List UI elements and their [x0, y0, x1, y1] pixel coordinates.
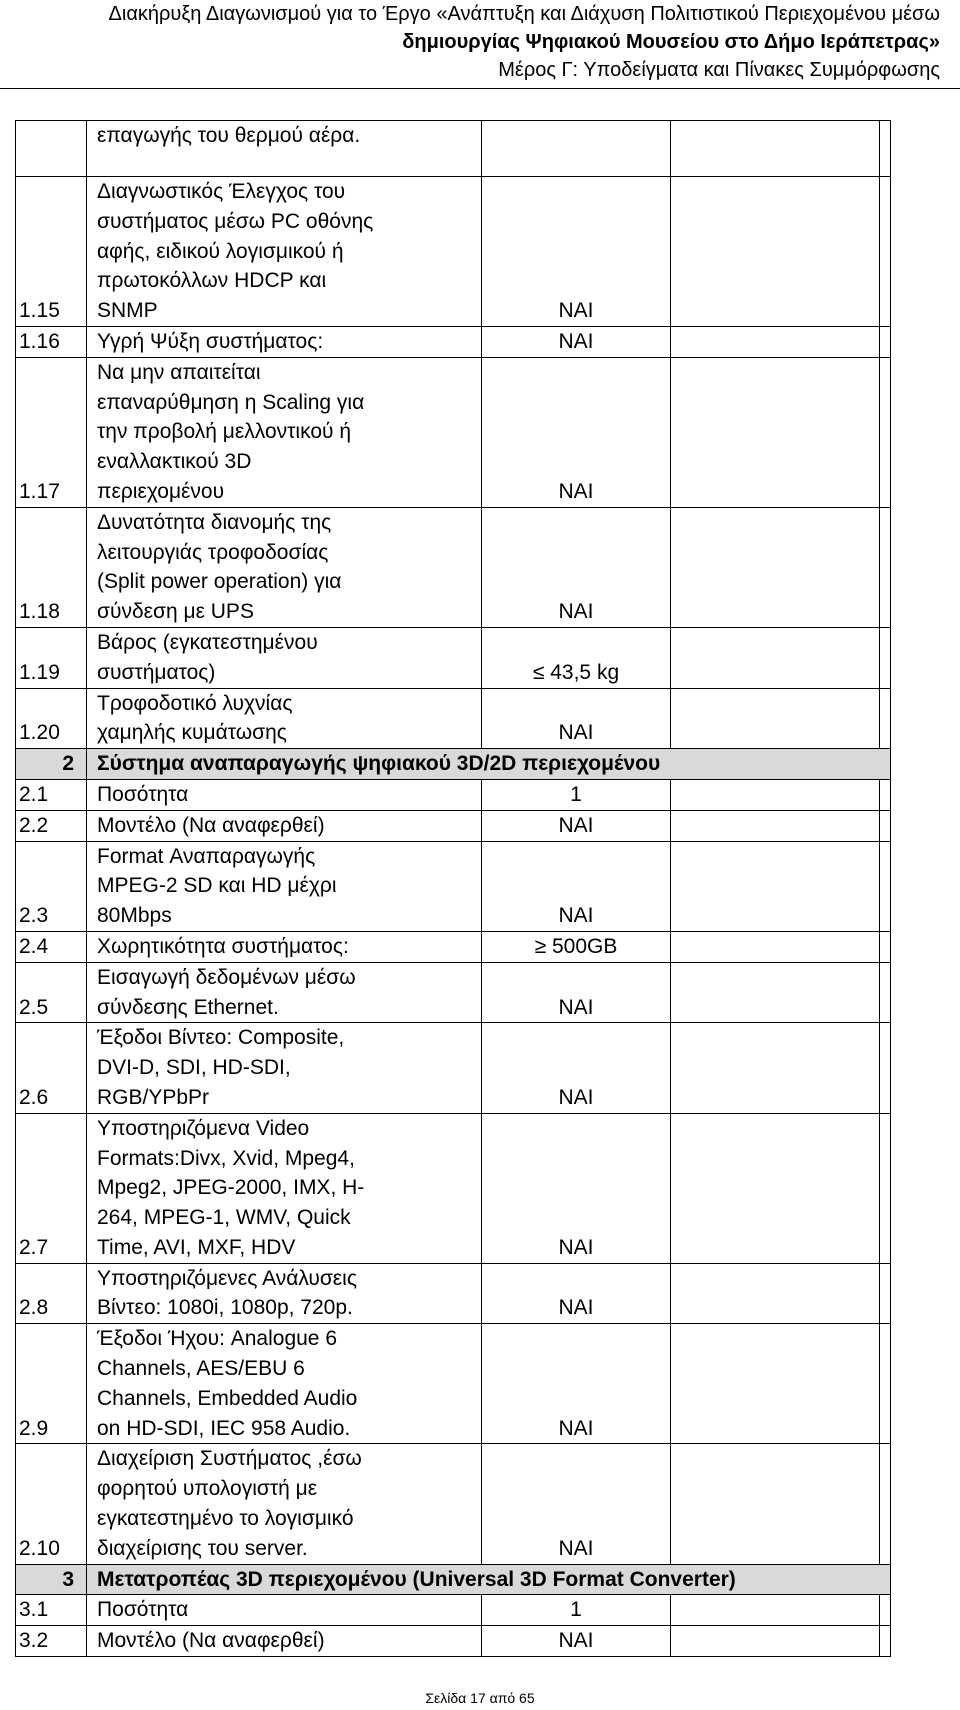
table-row [16, 1626, 891, 1657]
item-description: Διαγνωστικός Έλεγχος του συστήματος μέσω PC οθόνης αφής, ειδικού λογισμικού ή πρωτοκόλλων HDCP και SNMP [87, 177, 482, 327]
item-number: 2.7 [16, 1113, 87, 1263]
item-description: Τροφοδοτικό λυχνίας χαμηλής κυμάτωσης [87, 688, 482, 749]
item-value: 1 [482, 1595, 671, 1626]
table-row [16, 507, 891, 627]
table-row [16, 1324, 891, 1444]
item-number: 1.17 [16, 357, 87, 507]
response-cell [671, 1444, 880, 1564]
item-value: ΝΑΙ [482, 688, 671, 749]
reference-cell [880, 841, 891, 931]
item-number: 2.5 [16, 962, 87, 1023]
table-row [16, 326, 891, 357]
reference-cell [880, 688, 891, 749]
item-number: 1.18 [16, 507, 87, 627]
reference-cell [880, 1595, 891, 1626]
reference-cell [880, 962, 891, 1023]
item-number: 2.6 [16, 1023, 87, 1113]
item-value: ΝΑΙ [482, 810, 671, 841]
response-cell [671, 962, 880, 1023]
item-number: 2.9 [16, 1324, 87, 1444]
item-description: Format Αναπαραγωγής MPEG-2 SD και HD μέχρι 80Mbps [87, 841, 482, 931]
item-value [482, 121, 671, 177]
response-cell [671, 1626, 880, 1657]
item-number [16, 121, 87, 177]
reference-cell [880, 326, 891, 357]
reference-cell [880, 507, 891, 627]
item-number: 1.15 [16, 177, 87, 327]
item-number: 2.8 [16, 1263, 87, 1324]
table-row [16, 627, 891, 688]
item-value: ≥ 500GB [482, 931, 671, 962]
section-row [16, 1564, 891, 1595]
item-description: Να μην απαιτείται επαναρύθμηση η Scaling για την προβολή μελλοντικού ή εναλλακτικού 3D περιεχομένου [87, 357, 482, 507]
section-number: 3 [16, 1564, 87, 1595]
item-value: 1 [482, 779, 671, 810]
item-value: ΝΑΙ [482, 1444, 671, 1564]
table-row [16, 779, 891, 810]
item-value: ΝΑΙ [482, 1023, 671, 1113]
reference-cell [880, 357, 891, 507]
item-value: ΝΑΙ [482, 1113, 671, 1263]
reference-cell [880, 121, 891, 177]
item-description: Ποσότητα [87, 779, 482, 810]
response-cell [671, 357, 880, 507]
item-number: 2.3 [16, 841, 87, 931]
item-value: ΝΑΙ [482, 1324, 671, 1444]
reference-cell [880, 931, 891, 962]
table-row [16, 1263, 891, 1324]
response-cell [671, 810, 880, 841]
table-row [16, 121, 891, 177]
reference-cell [880, 779, 891, 810]
item-value: ΝΑΙ [482, 1263, 671, 1324]
item-description: Μοντέλο (Να αναφερθεί) [87, 1626, 482, 1657]
item-number: 1.20 [16, 688, 87, 749]
response-cell [671, 1263, 880, 1324]
item-value: ΝΑΙ [482, 1626, 671, 1657]
response-cell [671, 688, 880, 749]
table-row [16, 1444, 891, 1564]
reference-cell [880, 1263, 891, 1324]
item-number: 2.10 [16, 1444, 87, 1564]
reference-cell [880, 627, 891, 688]
response-cell [671, 507, 880, 627]
item-value: ΝΑΙ [482, 962, 671, 1023]
item-description: Μοντέλο (Να αναφερθεί) [87, 810, 482, 841]
header-line-3: Μέρος Γ: Υποδείγματα και Πίνακες Συμμόρφωσης [498, 59, 940, 81]
item-number: 1.16 [16, 326, 87, 357]
item-value: ΝΑΙ [482, 177, 671, 327]
section-row [16, 749, 891, 780]
table-row [16, 962, 891, 1023]
item-number: 3.1 [16, 1595, 87, 1626]
response-cell [671, 326, 880, 357]
response-cell [671, 1113, 880, 1263]
header-line-2: δημιουργίας Ψηφιακού Μουσείου στο Δήμο Ιεράπετρας» [402, 31, 940, 53]
item-description: Διαχείριση Συστήματος ,έσω φορητού υπολογιστή με εγκατεστημένο το λογισμικό διαχείρισης του server. [87, 1444, 482, 1564]
item-description: Δυνατότητα διανομής της λειτουργιάς τροφοδοσίας (Split power operation) για σύνδεση με UPS [87, 507, 482, 627]
reference-cell [880, 1444, 891, 1564]
response-cell [671, 779, 880, 810]
response-cell [671, 627, 880, 688]
item-value: ΝΑΙ [482, 326, 671, 357]
table-row [16, 810, 891, 841]
section-title: Σύστημα αναπαραγωγής ψηφιακού 3D/2D περιεχομένου [87, 749, 891, 780]
compliance-table [15, 120, 891, 1657]
response-cell [671, 121, 880, 177]
table-row [16, 1595, 891, 1626]
item-number: 3.2 [16, 1626, 87, 1657]
table-row [16, 841, 891, 931]
item-description: Εισαγωγή δεδομένων μέσω σύνδεσης Ethernet. [87, 962, 482, 1023]
reference-cell [880, 1324, 891, 1444]
item-value: ΝΑΙ [482, 841, 671, 931]
table-row [16, 931, 891, 962]
item-description: Υποστηριζόμενα Video Formats:Divx, Xvid, Mpeg4, Mpeg2, JPEG-2000, IMX, H- 264, MPEG-1, WMV, Quick Time, AVI, MXF, HDV [87, 1113, 482, 1263]
section-number: 2 [16, 749, 87, 780]
table-row [16, 1113, 891, 1263]
item-value: ΝΑΙ [482, 357, 671, 507]
item-description: Υγρή Ψύξη συστήματος: [87, 326, 482, 357]
item-number: 2.4 [16, 931, 87, 962]
header-divider [0, 88, 960, 89]
response-cell [671, 1023, 880, 1113]
header-line-1: Διακήρυξη Διαγωνισμού για το Έργο «Ανάπτυξη και Διάχυση Πολιτιστικού Περιεχομένου μέσω [108, 3, 940, 25]
reference-cell [880, 810, 891, 841]
item-description: Χωρητικότητα συστήματος: [87, 931, 482, 962]
response-cell [671, 1324, 880, 1444]
table-row [16, 1023, 891, 1113]
item-value: ≤ 43,5 kg [482, 627, 671, 688]
item-description: Έξοδοι Ήχου: Analogue 6 Channels, AES/EBU 6 Channels, Embedded Audio on HD-SDI, IEC 958 Audio. [87, 1324, 482, 1444]
response-cell [671, 177, 880, 327]
item-description: Έξοδοι Βίντεο: Composite, DVI-D, SDI, HD-SDI, RGB/YPbPr [87, 1023, 482, 1113]
reference-cell [880, 177, 891, 327]
item-number: 2.1 [16, 779, 87, 810]
item-value: ΝΑΙ [482, 507, 671, 627]
reference-cell [880, 1113, 891, 1263]
response-cell [671, 841, 880, 931]
response-cell [671, 931, 880, 962]
table-row [16, 688, 891, 749]
item-number: 2.2 [16, 810, 87, 841]
item-description: Βάρος (εγκατεστημένου συστήματος) [87, 627, 482, 688]
item-description: Υποστηριζόμενες Ανάλυσεις Βίντεο: 1080i, 1080p, 720p. [87, 1263, 482, 1324]
page-footer: Σελίδα 17 από 65 [425, 1690, 535, 1706]
item-description: Ποσότητα [87, 1595, 482, 1626]
reference-cell [880, 1626, 891, 1657]
table-row [16, 357, 891, 507]
section-title: Μετατροπέας 3D περιεχομένου (Universal 3D Format Converter) [87, 1564, 891, 1595]
response-cell [671, 1595, 880, 1626]
reference-cell [880, 1023, 891, 1113]
table-row [16, 177, 891, 327]
compliance-table-body [16, 121, 891, 1657]
item-number: 1.19 [16, 627, 87, 688]
page-header [20, 0, 940, 84]
item-description: επαγωγής του θερμού αέρα. [87, 121, 482, 177]
